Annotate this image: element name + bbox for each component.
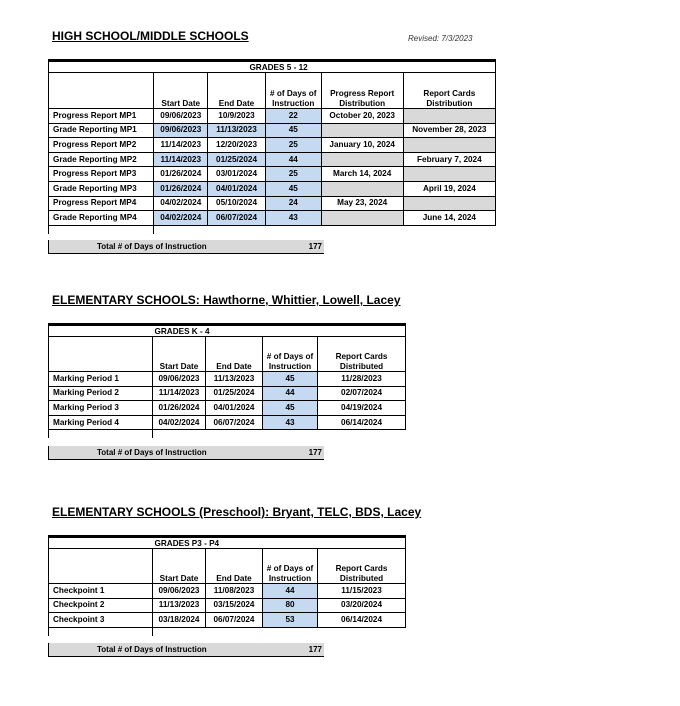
table-cell: 04/19/2024 [318, 401, 406, 416]
table-row [49, 415, 406, 430]
table-row [49, 401, 406, 416]
table-row [49, 152, 496, 167]
row-label: Checkpoint 3 [49, 613, 153, 628]
row-label: Grade Reporting MP3 [49, 181, 154, 196]
header-progress-dist: Progress Report Distribution [321, 73, 403, 109]
table-cell: 04/01/2024 [208, 181, 266, 196]
table-cell: 45 [263, 372, 318, 387]
table-row [49, 386, 406, 401]
table-cell [321, 211, 403, 226]
table-cell: 02/07/2024 [318, 386, 406, 401]
table-cell: 11/13/2023 [153, 598, 206, 613]
header-days: # of Days of Instruction [265, 73, 321, 109]
table-row [49, 584, 406, 599]
table-cell: 09/06/2023 [154, 109, 208, 124]
spacer-cell [49, 225, 154, 234]
header-blank [49, 549, 153, 584]
hs-total-value: 177 [308, 242, 322, 251]
table-cell: June 14, 2024 [403, 211, 495, 226]
pre-total-value: 177 [308, 645, 322, 654]
table-cell: February 7, 2024 [403, 152, 495, 167]
table-cell: 45 [263, 401, 318, 416]
table-cell: November 28, 2023 [403, 123, 495, 138]
table-cell: 04/02/2024 [153, 415, 206, 430]
table-cell: 11/14/2023 [153, 386, 206, 401]
table-cell: May 23, 2024 [321, 196, 403, 211]
grade-blank [49, 61, 154, 73]
table-cell: 11/14/2023 [154, 138, 208, 153]
row-label: Grade Reporting MP4 [49, 211, 154, 226]
table-cell: 01/26/2024 [154, 181, 208, 196]
table-cell: 01/26/2024 [153, 401, 206, 416]
table-cell: 05/10/2024 [208, 196, 266, 211]
table-cell [403, 109, 495, 124]
pre-schedule-table [48, 535, 406, 636]
table-row [49, 167, 496, 182]
header-report-cards: Report Cards Distributed [318, 337, 406, 372]
table-cell: 44 [263, 584, 318, 599]
table-row [49, 211, 496, 226]
table-cell: 11/13/2023 [208, 123, 266, 138]
table-row [49, 123, 496, 138]
hs-total-label: Total # of Days of Instruction [97, 242, 207, 251]
row-label: Marking Period 4 [49, 415, 153, 430]
elem-schedule-table [48, 323, 406, 438]
table-cell: 43 [265, 211, 321, 226]
table-cell: 43 [263, 415, 318, 430]
table-cell: 12/20/2023 [208, 138, 266, 153]
spacer-cell [154, 225, 496, 234]
elem-grades-label: GRADES K - 4 [153, 325, 318, 337]
row-label: Progress Report MP2 [49, 138, 154, 153]
spacer-cell [153, 430, 406, 439]
table-cell: 24 [265, 196, 321, 211]
table-cell: 03/20/2024 [318, 598, 406, 613]
row-label: Grade Reporting MP2 [49, 152, 154, 167]
table-cell: March 14, 2024 [321, 167, 403, 182]
row-label: Progress Report MP1 [49, 109, 154, 124]
table-cell: 03/18/2024 [153, 613, 206, 628]
table-cell: 45 [265, 123, 321, 138]
table-row [49, 196, 496, 211]
row-label: Checkpoint 2 [49, 598, 153, 613]
table-cell [403, 167, 495, 182]
table-cell: 45 [265, 181, 321, 196]
table-cell: 25 [265, 167, 321, 182]
table-cell: 09/06/2023 [153, 372, 206, 387]
grade-blank [318, 325, 406, 337]
table-cell: 44 [263, 386, 318, 401]
elem-total-row [48, 446, 324, 460]
table-cell: January 10, 2024 [321, 138, 403, 153]
table-row [49, 598, 406, 613]
table-cell: 01/26/2024 [154, 167, 208, 182]
table-cell: 04/02/2024 [154, 211, 208, 226]
pre-total-label: Total # of Days of Instruction [97, 645, 207, 654]
table-cell: 11/28/2023 [318, 372, 406, 387]
header-start-date: Start Date [153, 337, 206, 372]
header-report-cards: Report Cards Distribution [403, 73, 495, 109]
table-row [49, 613, 406, 628]
table-cell [321, 181, 403, 196]
table-cell: 06/07/2024 [208, 211, 266, 226]
hs-schedule-table [48, 59, 496, 234]
row-label: Progress Report MP4 [49, 196, 154, 211]
row-label: Checkpoint 1 [49, 584, 153, 599]
hs-total-row [48, 240, 324, 254]
table-cell: 06/14/2024 [318, 613, 406, 628]
grade-blank [49, 537, 153, 549]
pre-title: ELEMENTARY SCHOOLS (Preschool): Bryant, TELC, BDS, Lacey [52, 505, 422, 519]
table-cell: 04/02/2024 [154, 196, 208, 211]
header-end-date: End Date [206, 549, 263, 584]
table-cell [321, 152, 403, 167]
table-cell: 01/25/2024 [208, 152, 266, 167]
revised-date: Revised: 7/3/2023 [408, 34, 473, 43]
header-start-date: Start Date [153, 549, 206, 584]
table-cell: 10/9/2023 [208, 109, 266, 124]
table-cell: 44 [265, 152, 321, 167]
elem-total-label: Total # of Days of Instruction [97, 448, 207, 457]
table-cell: 11/15/2023 [318, 584, 406, 599]
table-cell: 53 [263, 613, 318, 628]
table-cell: 06/07/2024 [206, 613, 263, 628]
pre-grades-label: GRADES P3 - P4 [153, 537, 318, 549]
table-cell: 06/14/2024 [318, 415, 406, 430]
header-blank [49, 337, 153, 372]
grade-blank [49, 325, 153, 337]
hs-grades-label: GRADES 5 - 12 [154, 61, 403, 73]
table-cell: 03/01/2024 [208, 167, 266, 182]
header-report-cards: Report Cards Distributed [318, 549, 406, 584]
table-cell: 11/14/2023 [154, 152, 208, 167]
table-cell: 11/13/2023 [206, 372, 263, 387]
spacer-cell [49, 627, 153, 636]
table-cell: 09/06/2023 [154, 123, 208, 138]
table-cell: April 19, 2024 [403, 181, 495, 196]
table-cell: 03/15/2024 [206, 598, 263, 613]
grade-blank [318, 537, 406, 549]
header-blank [49, 73, 154, 109]
row-label: Marking Period 3 [49, 401, 153, 416]
table-cell: 11/08/2023 [206, 584, 263, 599]
header-days: # of Days of Instruction [263, 337, 318, 372]
pre-total-row [48, 643, 324, 657]
header-days: # of Days of Instruction [263, 549, 318, 584]
table-cell: 22 [265, 109, 321, 124]
table-cell [403, 196, 495, 211]
row-label: Progress Report MP3 [49, 167, 154, 182]
row-label: Marking Period 1 [49, 372, 153, 387]
table-cell: 01/25/2024 [206, 386, 263, 401]
table-row [49, 181, 496, 196]
grade-blank [403, 61, 495, 73]
header-end-date: End Date [206, 337, 263, 372]
header-end-date: End Date [208, 73, 266, 109]
table-cell: 06/07/2024 [206, 415, 263, 430]
table-cell [403, 138, 495, 153]
elem-total-value: 177 [308, 448, 322, 457]
table-row [49, 138, 496, 153]
table-cell: 04/01/2024 [206, 401, 263, 416]
table-cell: October 20, 2023 [321, 109, 403, 124]
table-cell: 80 [263, 598, 318, 613]
spacer-cell [49, 430, 153, 439]
header-start-date: Start Date [154, 73, 208, 109]
table-row [49, 372, 406, 387]
elem-title: ELEMENTARY SCHOOLS: Hawthorne, Whittier, Lowell, Lacey [52, 293, 401, 307]
row-label: Marking Period 2 [49, 386, 153, 401]
row-label: Grade Reporting MP1 [49, 123, 154, 138]
spacer-cell [153, 627, 406, 636]
table-cell: 25 [265, 138, 321, 153]
table-cell: 09/06/2023 [153, 584, 206, 599]
table-cell [321, 123, 403, 138]
hs-title: HIGH SCHOOL/MIDDLE SCHOOLS [52, 29, 249, 43]
table-row [49, 109, 496, 124]
